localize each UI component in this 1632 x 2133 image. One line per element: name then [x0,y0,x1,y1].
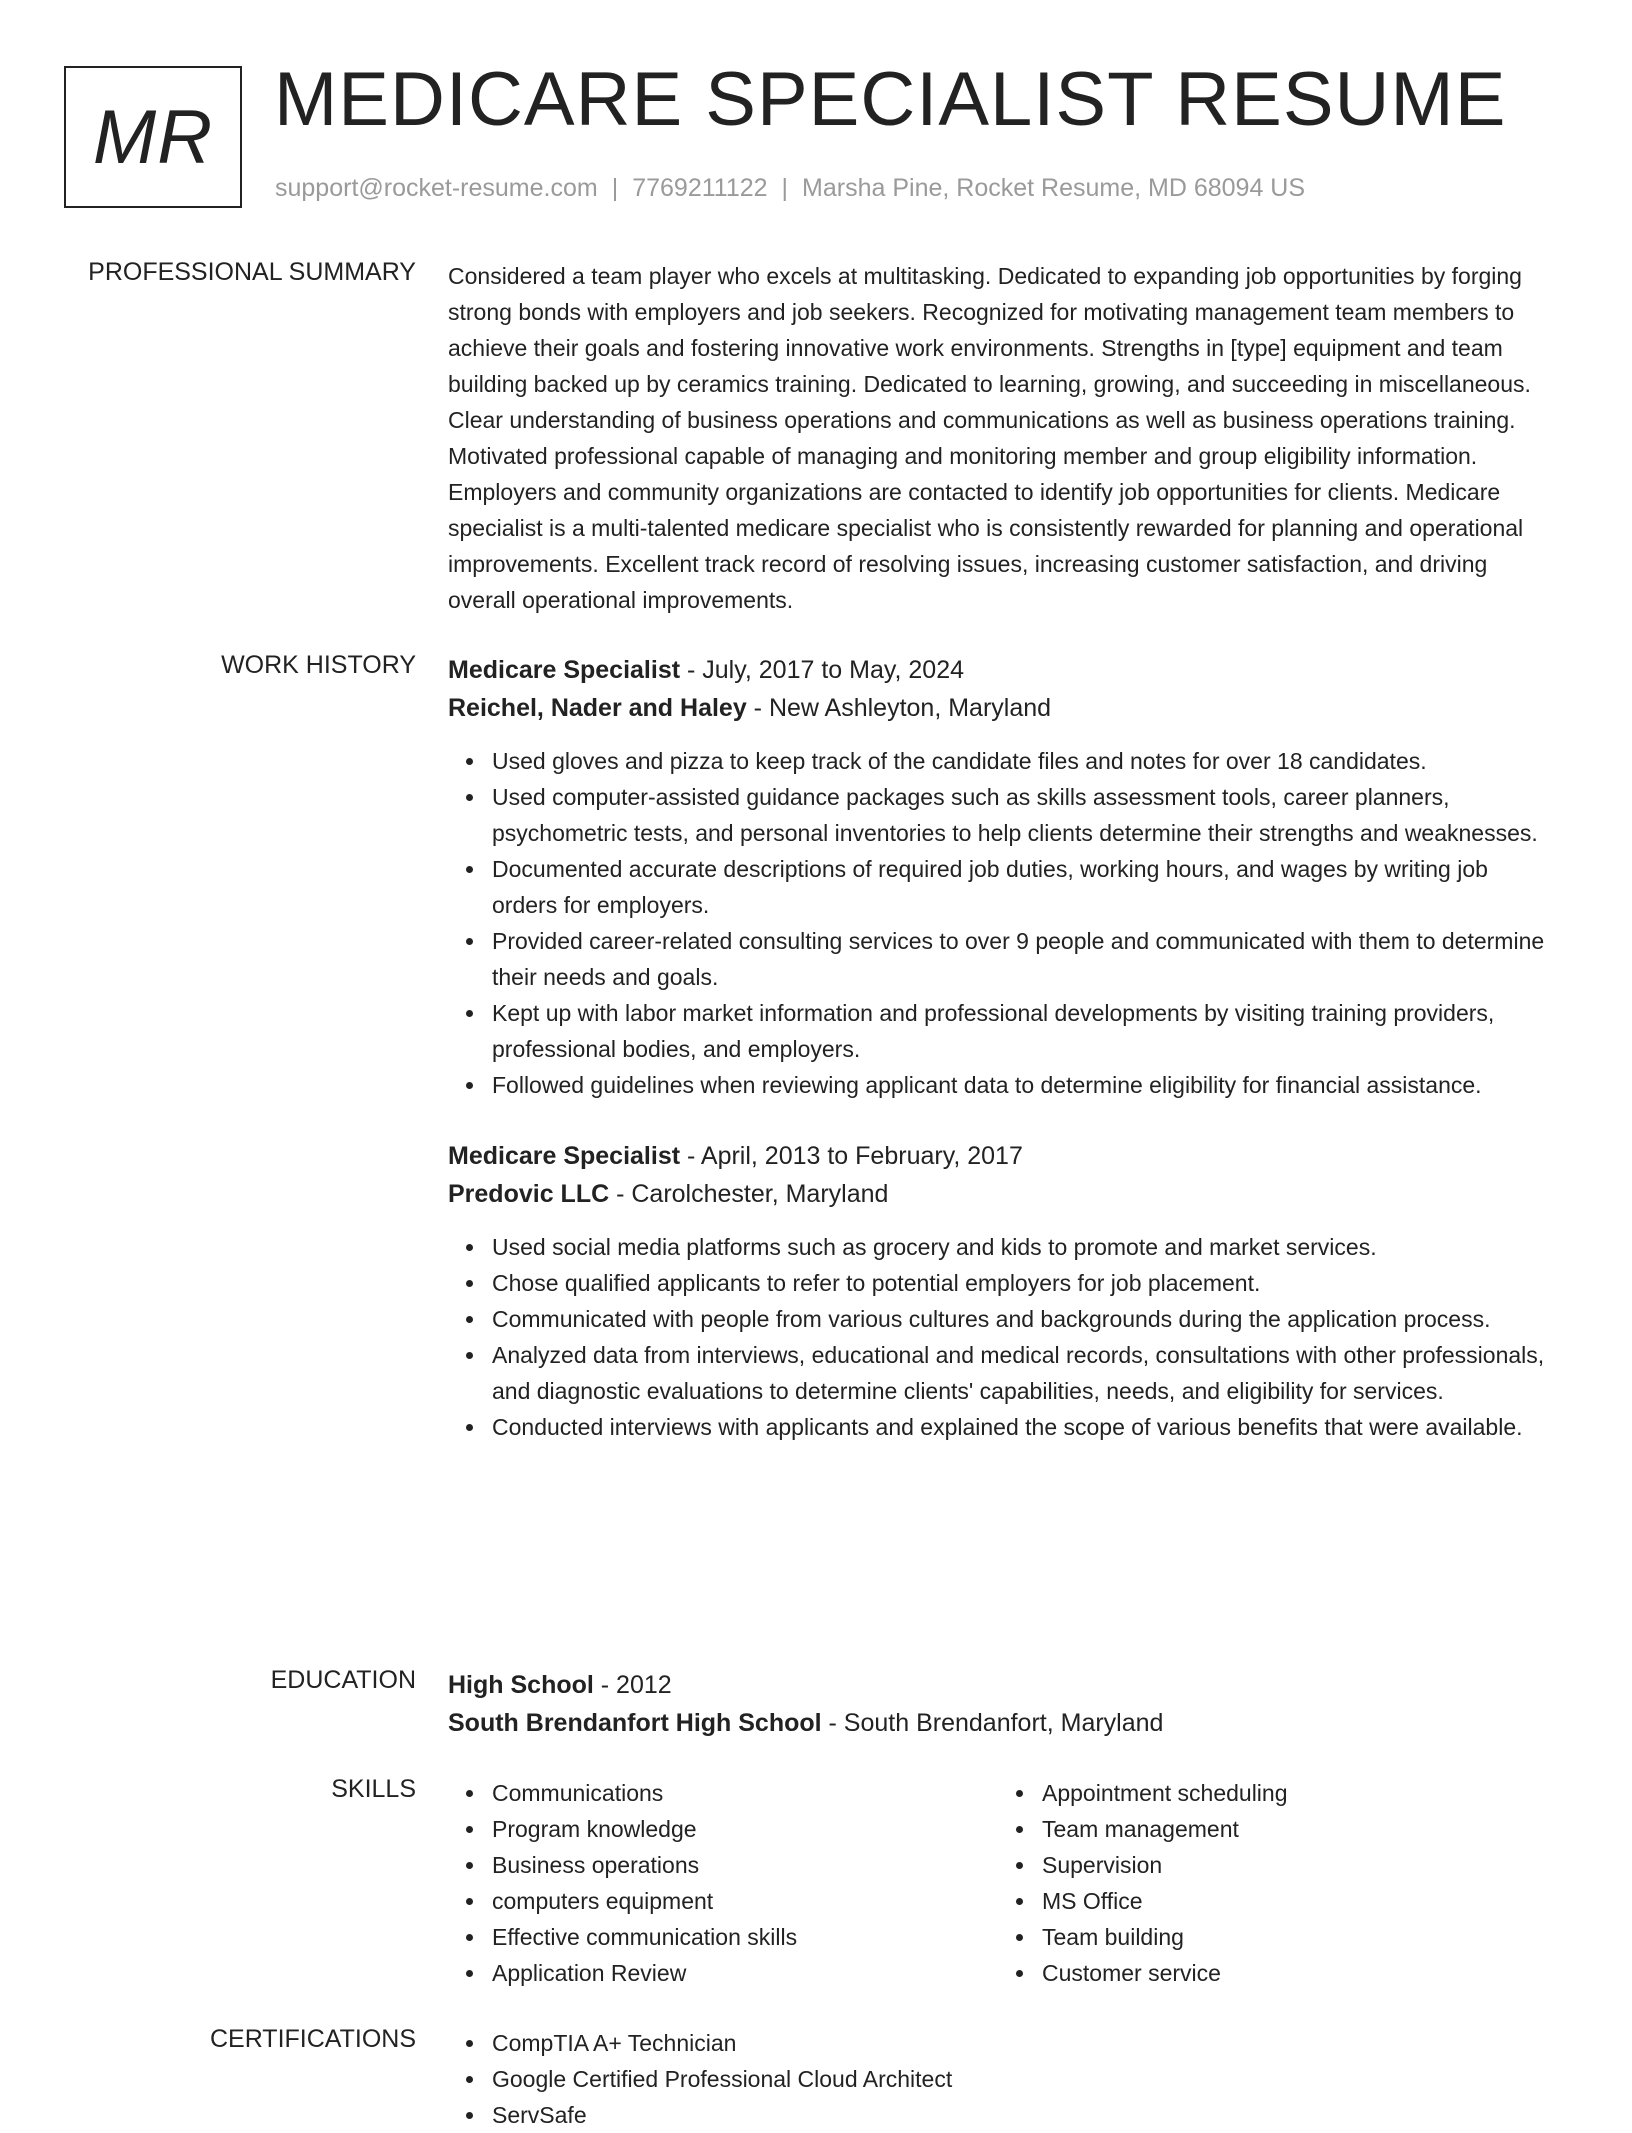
job-bullet: Used computer-assisted guidance packages such as skills assessment tools, career planners, psychometric tests, and personal inventories to help clients determine their strengths and weaknesses. [492,779,1558,851]
job-title: Medicare Specialist [448,1142,681,1170]
job-title-line [448,1137,1558,1175]
skill-item: Application Review [492,1955,998,1991]
contact-address: Marsha Pine, Rocket Resume, MD 68094 US [802,174,1306,202]
job-entry [448,1137,1558,1445]
contact-separator: | [611,174,619,202]
education-school: South Brendanfort High School [448,1709,822,1737]
skill-item: Customer service [1042,1955,1548,1991]
certification-item: CompTIA A+ Technician [492,2025,1558,2061]
job-bullet: Followed guidelines when reviewing applicant data to determine eligibility for financial assistance. [492,1067,1558,1103]
job-bullet: Chose qualified applicants to refer to potential employers for job placement. [492,1265,1558,1301]
skill-item: Appointment scheduling [1042,1775,1548,1811]
job-bullet: Conducted interviews with applicants and explained the scope of various benefits that were available. [492,1409,1558,1445]
resume-title: MEDICARE SPECIALIST RESUME [274,57,1507,142]
job-company: Predovic LLC [448,1180,610,1208]
contact-separator: | [781,174,789,202]
skill-item: Team management [1042,1811,1548,1847]
skill-item: Communications [492,1775,998,1811]
job-bullet: Kept up with labor market information and professional developments by visiting training providers, professional bodies, and employers. [492,995,1558,1067]
job-title-line [448,651,1558,689]
job-bullet: Provided career-related consulting services to over 9 people and communicated with them to determine their needs and goals. [492,923,1558,995]
section-label-work: WORK HISTORY [221,651,416,679]
job-bullet: Documented accurate descriptions of required job duties, working hours, and wages by writing job orders for employers. [492,851,1558,923]
job-bullet: Used gloves and pizza to keep track of the candidate files and notes for over 18 candidates. [492,743,1558,779]
education-degree-line [448,1666,1558,1704]
job-location: - Carolchester, Maryland [609,1180,889,1208]
skill-item: Business operations [492,1847,998,1883]
section-label-education: EDUCATION [270,1666,416,1694]
education-body [448,1666,1558,1742]
skills-body [448,1775,1558,1991]
education-location: - South Brendanfort, Maryland [821,1709,1164,1737]
skill-item: Team building [1042,1919,1548,1955]
skill-item: Program knowledge [492,1811,998,1847]
section-label-summary: PROFESSIONAL SUMMARY [88,258,416,286]
job-bullets [448,1229,1558,1445]
job-company: Reichel, Nader and Haley [448,694,747,722]
section-label-skills: SKILLS [331,1775,416,1803]
skill-item: Effective communication skills [492,1919,998,1955]
summary-text: Considered a team player who excels at multitasking. Dedicated to expanding job opportunities by forging strong bonds with employers and job seekers. Recognized for motivating management team members to achieve their goals and fostering innovative work environments. Strengths in [type] equipment and team building backed up by ceramics training. Dedicated to learning, growing, and succeeding in miscellaneous. Clear understanding of business operations and communications as well as business operations training. Motivated professional capable of managing and monitoring member and group eligibility information. Employers and community organizations are contacted to identify job opportunities for clients. Medicare specialist is a multi-talented medicare specialist who is consistently rewarded for planning and operational improvements. Excellent track record of resolving issues, increasing customer satisfaction, and driving overall operational improvements. [448,263,1531,613]
contact-phone[interactable]: 7769211122 [632,174,768,202]
skill-item: Supervision [1042,1847,1548,1883]
certifications-list [448,2025,1558,2133]
monogram-initials: MR [92,94,214,180]
summary-body [448,258,1558,618]
job-company-line [448,1175,1558,1213]
education-year: - 2012 [593,1671,672,1699]
monogram-box [64,66,242,208]
job-dates: - April, 2013 to February, 2017 [680,1142,1023,1170]
job-dates: - July, 2017 to May, 2024 [680,656,965,684]
job-bullet: Used social media platforms such as grocery and kids to promote and market services. [492,1229,1558,1265]
education-degree: High School [448,1671,594,1699]
job-company-line [448,689,1558,727]
skills-columns [448,1775,1558,1991]
skills-list-right [998,1775,1548,1991]
certifications-body [448,2025,1558,2133]
skill-item: computers equipment [492,1883,998,1919]
job-bullets [448,743,1558,1103]
certification-item: Google Certified Professional Cloud Architect [492,2061,1558,2097]
job-bullet: Communicated with people from various cultures and backgrounds during the application process. [492,1301,1558,1337]
education-school-line [448,1704,1558,1742]
job-location: - New Ashleyton, Maryland [746,694,1052,722]
contact-line [275,174,1305,203]
section-label-certifications: CERTIFICATIONS [209,2025,416,2053]
job-bullet: Analyzed data from interviews, educational and medical records, consultations with other professionals, and diagnostic evaluations to determine clients' capabilities, needs, and eligibility for services. [492,1337,1558,1409]
skills-list-left [448,1775,998,1991]
job-title: Medicare Specialist [448,656,681,684]
contact-email[interactable]: support@rocket-resume.com [275,174,598,202]
skill-item: MS Office [1042,1883,1548,1919]
certification-item: ServSafe [492,2097,1558,2133]
work-history-body [448,651,1558,1445]
job-entry [448,651,1558,1103]
